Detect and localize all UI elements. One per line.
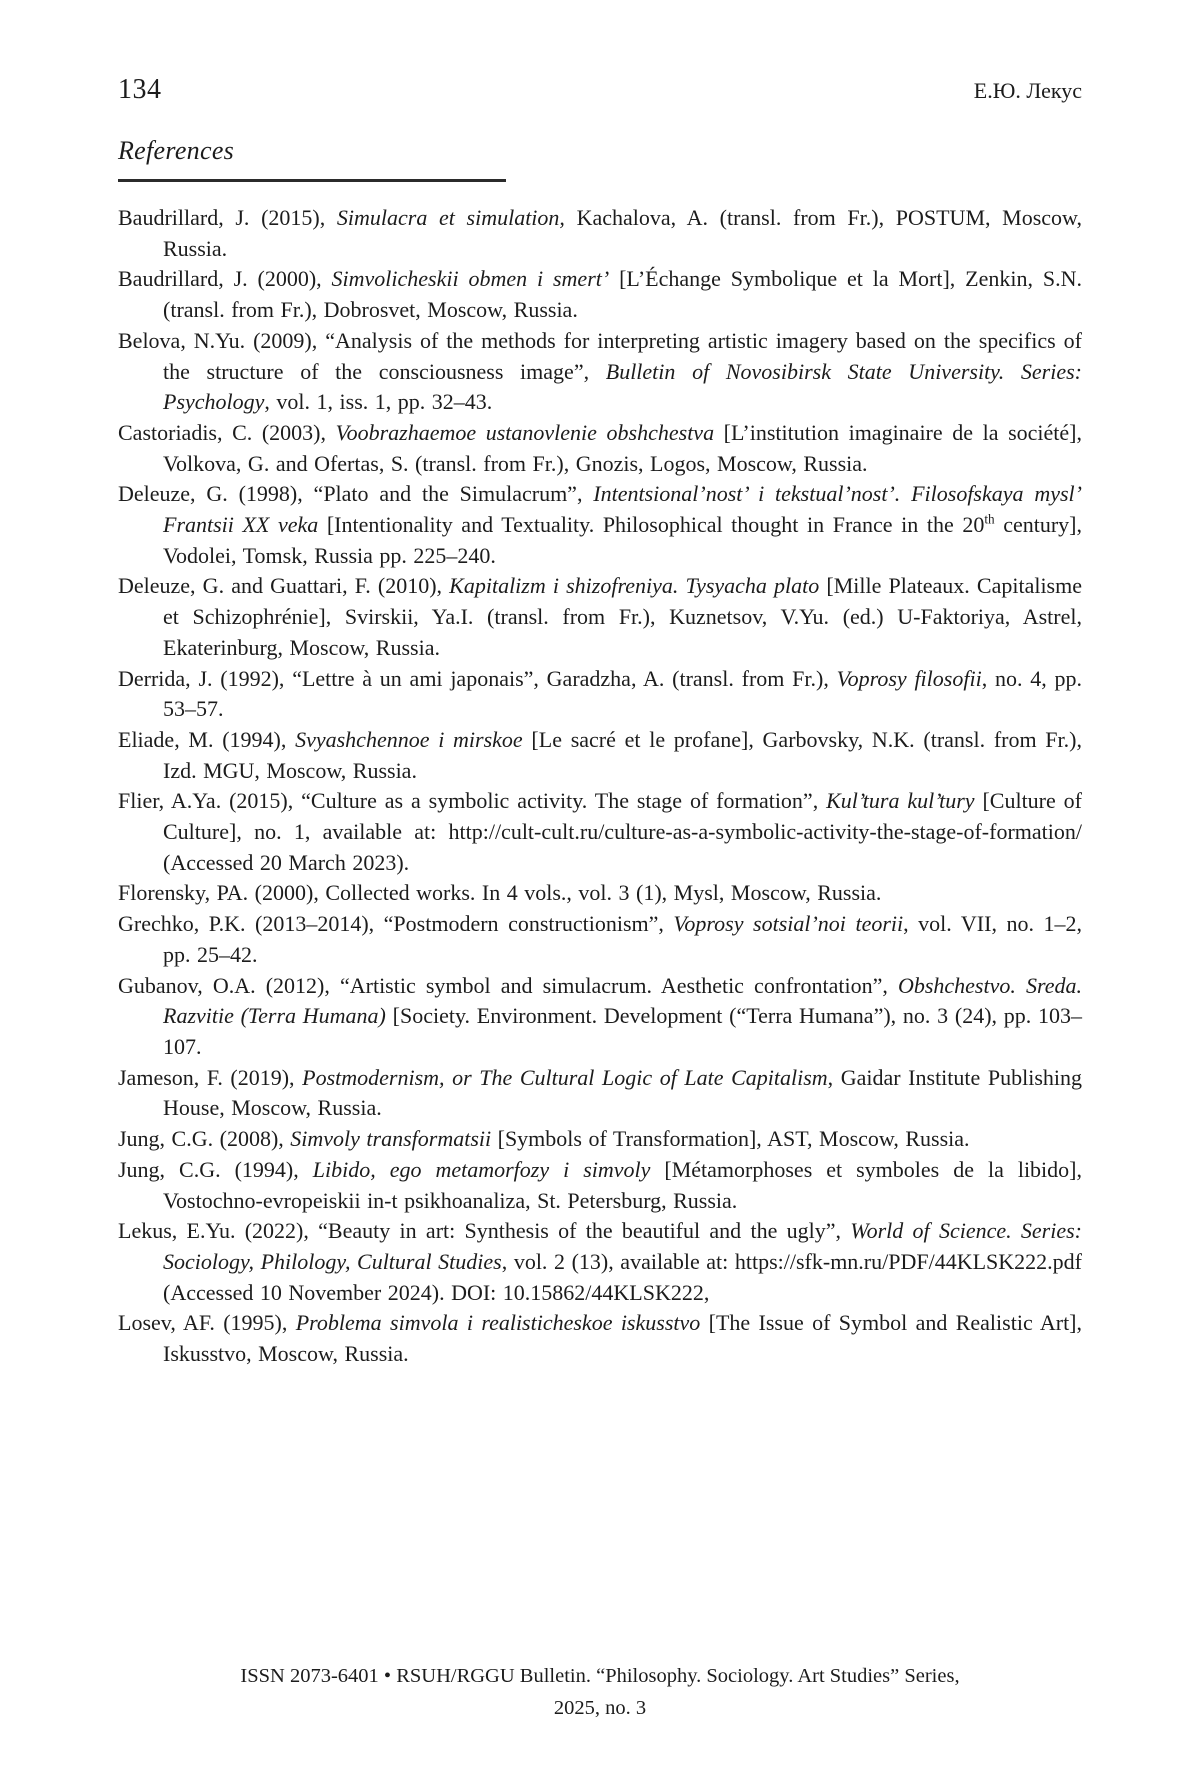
- reference-title-italic: Obshchestvo. Sreda. Razvitie (Terra Humana): [163, 972, 1082, 1029]
- reference-entry: [118, 725, 1082, 786]
- reference-title-italic: Problema simvola i realisticheskoe iskusstvo: [295, 1310, 701, 1336]
- reference-text: [Society. Environment. Development (“Terra Humana”), no. 3 (24), pp. 103–107.: [163, 1003, 1083, 1059]
- reference-text: Grechko, P.K. (2013–2014), “Postmodern constructionism”,: [118, 911, 674, 937]
- reference-entry: [118, 479, 1082, 571]
- reference-text: Jung, C.G. (1994),: [118, 1156, 313, 1182]
- reference-text: [Métamorphoses et symboles de la libido], Vostochno-evropeiskii in-t psikhoanaliza, St. Petersburg, Russia.: [163, 1156, 1082, 1213]
- reference-text: Gubanov, O.A. (2012), “Artistic symbol and simulacrum. Aesthetic confrontation”,: [118, 972, 898, 998]
- reference-entry: [118, 203, 1082, 264]
- reference-text: Derrida, J. (1992), “Lettre à un ami japonais”, Garadzha, A. (transl. from Fr.),: [118, 665, 837, 691]
- reference-title-italic: World of Science. Series: Sociology, Philology, Cultural Studies: [163, 1218, 1082, 1274]
- reference-text: [L’institution imaginaire de la société], Volkova, G. and Ofertas, S. (transl. from Fr.), Gnozis, Logos, Moscow, Russia.: [163, 419, 1082, 476]
- reference-text: Baudrillard, J. (2000),: [118, 266, 332, 292]
- reference-entry: [118, 1124, 1082, 1155]
- page-number: 134: [118, 74, 162, 105]
- reference-entry: [118, 664, 1082, 725]
- reference-title-italic: Kapitalizm i shizofreniya. Tysyacha plato: [449, 573, 820, 599]
- reference-entry: [118, 971, 1082, 1063]
- reference-text: [Mille Plateaux. Capitalisme et Schizophrénie], Svirskii, Ya.I. (transl. from Fr.), Kuznetsov, V.Yu. (ed.) U-Faktoriya, Astrel, Ekaterinburg, Moscow, Russia.: [163, 573, 1082, 660]
- reference-title-italic: Voobrazhaemoe ustanovlenie obshchestva: [335, 419, 715, 445]
- heading-underline: [118, 179, 506, 182]
- reference-text: Losev, AF. (1995),: [118, 1310, 296, 1336]
- reference-title-italic: Voprosy sotsial’noi teorii: [673, 911, 904, 937]
- reference-text: , no. 4, pp. 53–57.: [163, 665, 1082, 722]
- reference-text: Eliade, M. (1994),: [118, 726, 296, 752]
- running-author: Е.Ю. Лекус: [973, 78, 1082, 103]
- reference-text: Deleuze, G. and Guattari, F. (2010),: [118, 573, 450, 599]
- reference-text: century], Vodolei, Tomsk, Russia pp. 225–240.: [163, 512, 1082, 568]
- reference-text: [Symbols of Transformation], AST, Moscow, Russia.: [491, 1126, 970, 1152]
- reference-entry: [118, 1155, 1082, 1216]
- reference-entry: [118, 264, 1082, 325]
- reference-entry: [118, 418, 1082, 479]
- reference-title-italic: Bulletin of Novosibirsk State University. Series: Psychology: [163, 358, 1082, 415]
- reference-text: , vol. 1, iss. 1, pp. 32–43.: [264, 389, 493, 415]
- reference-text: Deleuze, G. (1998), “Plato and the Simulacrum”,: [118, 481, 594, 507]
- reference-entry: [118, 1063, 1082, 1124]
- reference-text: Florensky, PA. (2000), Collected works. In 4 vols., vol. 3 (1), Mysl, Moscow, Russia.: [118, 880, 882, 906]
- references-heading: References: [118, 136, 235, 165]
- reference-title-italic: Libido, ego metamorfozy i simvoly: [312, 1156, 651, 1182]
- reference-title-italic: Svyashchennoe i mirskoe: [295, 726, 523, 752]
- page-header: [118, 74, 1082, 106]
- reference-entry: [118, 1216, 1082, 1308]
- reference-title-italic: Intentsional’nost’ i tekstual’nost’. Filosofskaya mysl’ Frantsii XX veka: [163, 481, 1082, 538]
- reference-entry: [118, 786, 1082, 878]
- reference-text: Lekus, E.Yu. (2022), “Beauty in art: Synthesis of the beautiful and the ugly”,: [118, 1218, 851, 1244]
- reference-superscript: th: [984, 511, 995, 527]
- reference-text: [L’Échange Symbolique et la Mort], Zenkin, S.N. (transl. from Fr.), Dobrosvet, Moscow, Russia.: [163, 266, 1082, 323]
- reference-entry: [118, 909, 1082, 970]
- reference-title-italic: Voprosy filosofii: [836, 665, 982, 691]
- reference-entry: [118, 571, 1082, 663]
- reference-title-italic: Simulacra et simulation,: [336, 205, 565, 230]
- reference-title-italic: Kul’tura kul’tury: [826, 788, 975, 814]
- footer-line-2: 2025, no. 3: [553, 1697, 647, 1719]
- page-footer: [0, 1660, 1200, 1724]
- reference-text: Castoriadis, C. (2003),: [118, 419, 336, 445]
- reference-text: , vol. 2 (13), available at: https://sfk-mn.ru/PDF/44KLSK222.pdf (Accessed 10 November 2024). DOI: 10.15862/44KLSK222,: [163, 1248, 1082, 1305]
- reference-text: [Le sacré et le profane], Garbovsky, N.K. (transl. from Fr.), Izd. MGU, Moscow, Russia.: [163, 726, 1082, 783]
- reference-text: , vol. VII, no. 1–2, pp. 25–42.: [163, 911, 1082, 967]
- reference-title-italic: Simvoly transformatsii: [290, 1126, 492, 1152]
- reference-text: Jung, C.G. (2008),: [118, 1126, 291, 1152]
- reference-text: Jameson, F. (2019),: [118, 1064, 303, 1090]
- reference-text: Belova, N.Yu. (2009), “Analysis of the methods for interpreting artistic imagery based on the specifics of the structure of the consciousness image”,: [118, 327, 1082, 384]
- reference-title-italic: Postmodernism, or The Cultural Logic of Late Capitalism: [302, 1064, 828, 1090]
- reference-text: Flier, A.Ya. (2015), “Culture as a symbolic activity. The stage of formation”,: [118, 788, 827, 814]
- reference-title-italic: Simvolicheskii obmen i smert’: [331, 266, 610, 292]
- reference-entry: [118, 326, 1082, 418]
- reference-text: , Gaidar Institute Publishing House, Moscow, Russia.: [163, 1064, 1082, 1121]
- references-list: [118, 203, 1082, 1370]
- reference-text: Baudrillard, J. (2015),: [118, 205, 337, 230]
- reference-text: [The Issue of Symbol and Realistic Art], Iskusstvo, Moscow, Russia.: [163, 1310, 1083, 1367]
- reference-text: [Intentionality and Textuality. Philosophical thought in France in the 20: [318, 512, 985, 538]
- reference-text: Kachalova, A. (transl. from Fr.), POSTUM, Moscow, Russia.: [163, 205, 1083, 261]
- footer-line-1: ISSN 2073-6401 • RSUH/RGGU Bulletin. “Philosophy. Sociology. Art Studies” Series,: [240, 1665, 960, 1687]
- reference-entry: [118, 878, 1082, 909]
- reference-text: [Culture of Culture], no. 1, available at: http://cult-cult.ru/culture-as-a-symbolic-activity-the-stage-of-formation/ (Accessed 20 March 2023).: [163, 788, 1082, 875]
- reference-entry: [118, 1308, 1082, 1369]
